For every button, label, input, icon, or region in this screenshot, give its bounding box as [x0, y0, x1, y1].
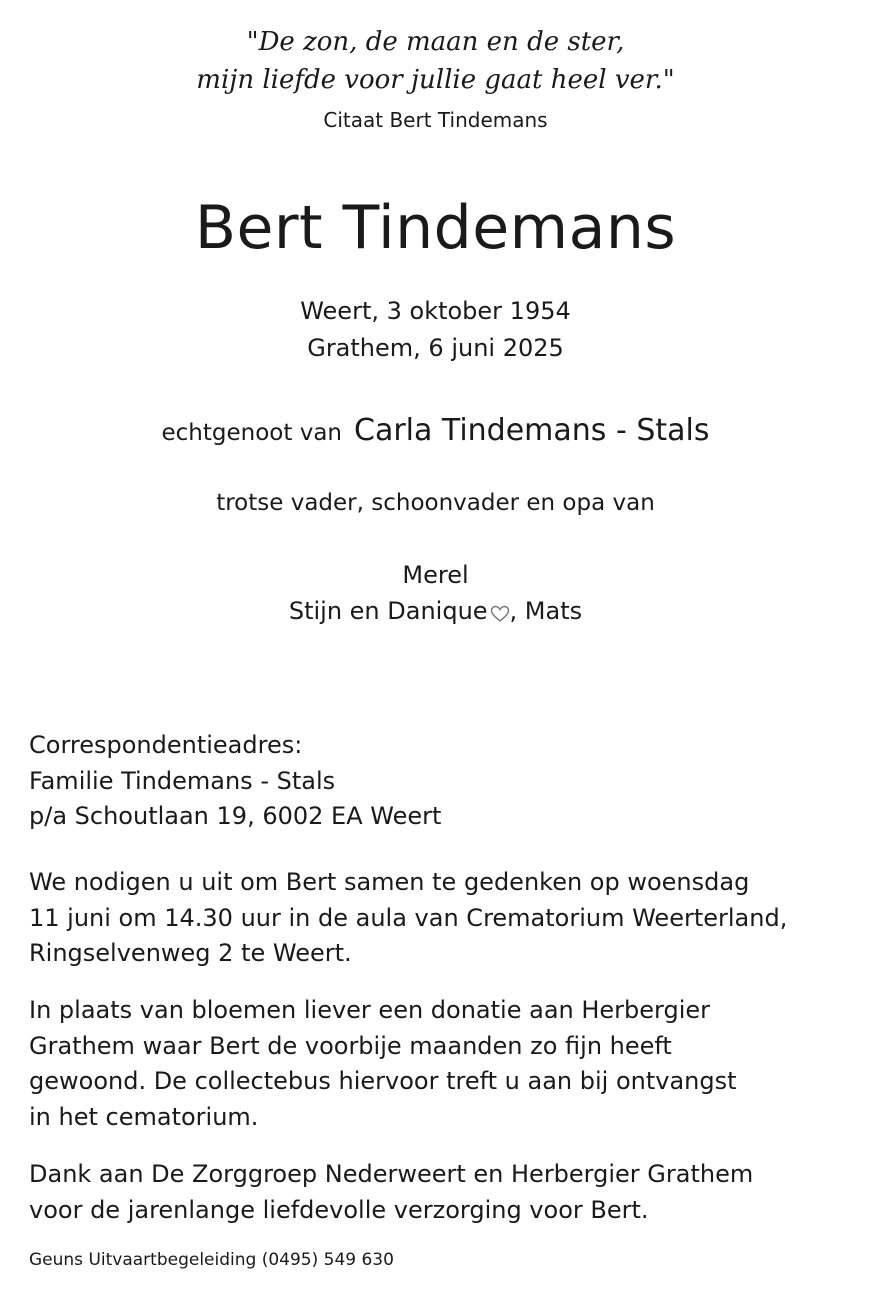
donation-line-4: in het cematorium. — [29, 1102, 259, 1131]
birth-date: Weert, 3 oktober 1954 — [300, 297, 571, 325]
family-intro: trotse vader, schoonvader en opa van — [216, 490, 655, 516]
thanks-paragraph — [29, 1157, 849, 1228]
donation-paragraph — [29, 993, 849, 1135]
child-couple: Stijn en Danique — [288, 597, 488, 625]
child-name-2 — [0, 593, 871, 629]
thanks-line-1: Dank aan De Zorggroep Nederweert en Herbergier Grathem — [29, 1160, 754, 1188]
invitation-line-2: 11 juni om 14.30 uur in de aula van Crematorium Weerterland, — [29, 903, 788, 932]
spouse-name: Carla Tindemans - Stals — [354, 413, 710, 448]
spouse-line — [0, 410, 871, 456]
heart-outline-icon — [490, 598, 510, 618]
correspondence-line-2: p/a Schoutlaan 19, 6002 EA Weert — [29, 802, 442, 830]
invitation-line-3: Ringselvenweg 2 te Weert. — [29, 939, 352, 967]
quote-line-2: mijn liefde voor jullie gaat heel ver." — [196, 65, 675, 95]
quote-attribution: Citaat Bert Tindemans — [323, 108, 548, 132]
grandchild-name: , Mats — [509, 597, 583, 625]
quote-line-1: "De zon, de maan en de ster, — [246, 27, 625, 57]
donation-line-3: gewoond. De collectebus hiervoor treft u aan bij ontvangst — [29, 1067, 737, 1095]
correspondence-address — [29, 728, 849, 835]
donation-line-1: In plaats van bloemen liever een donatie aan Herbergier — [29, 996, 711, 1024]
undertaker-credit: Geuns Uitvaartbegeleiding (0495) 549 630 — [29, 1250, 394, 1270]
death-date: Grathem, 6 juni 2025 — [307, 334, 564, 362]
invitation-paragraph — [29, 865, 849, 972]
spouse-prefix: echtgenoot van — [161, 420, 342, 446]
child-name-1: Merel — [402, 561, 469, 589]
donation-line-2: Grathem waar Bert de voorbije maanden zo fijn heeft — [29, 1031, 672, 1060]
correspondence-line-1: Familie Tindemans - Stals — [29, 766, 336, 795]
deceased-name: Bert Tindemans — [194, 193, 677, 263]
thanks-line-2: voor de jarenlange liefdevolle verzorging voor Bert. — [29, 1195, 649, 1224]
invitation-line-1: We nodigen u uit om Bert samen te gedenken op woensdag — [29, 868, 750, 896]
correspondence-label: Correspondentieadres: — [29, 731, 303, 759]
